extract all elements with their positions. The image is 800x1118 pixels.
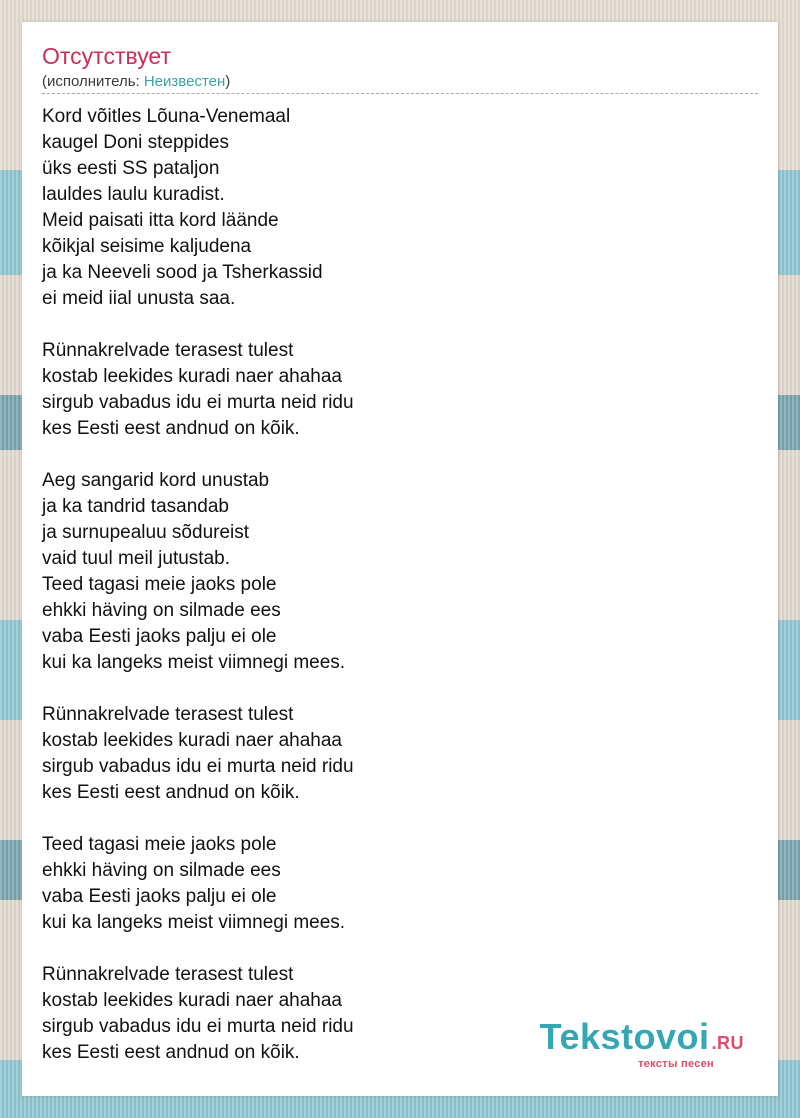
lyric-line: kui ka langeks meist viimnegi mees. xyxy=(42,912,346,933)
lyric-line: ehkki häving on silmade ees xyxy=(42,600,281,621)
lyrics-sheet xyxy=(22,22,778,1096)
lyric-line: ja surnupealuu sõdureist xyxy=(42,522,250,543)
lyric-line: kui ka langeks meist viimnegi mees. xyxy=(42,652,346,673)
lyric-line: Rünnakrelvade terasest tulest xyxy=(42,704,294,725)
lyric-line: vaba Eesti jaoks palju ei ole xyxy=(42,886,277,907)
logo-tld: .RU xyxy=(711,1033,744,1053)
lyric-line: Meid paisati itta kord läände xyxy=(42,210,279,231)
lyric-line: üks eesti SS pataljon xyxy=(42,158,220,179)
stanza-gap xyxy=(42,936,742,962)
song-title: Отсутствует xyxy=(42,43,171,69)
lyric-line: ehkki häving on silmade ees xyxy=(42,860,281,881)
artist-link[interactable]: Неизвестен xyxy=(143,73,226,90)
stanza-gap xyxy=(42,676,742,702)
byline-suffix: ) xyxy=(225,73,231,90)
lyric-line: kes Eesti eest andnud on kõik. xyxy=(42,418,300,439)
lyric-line: Rünnakrelvade terasest tulest xyxy=(42,964,294,985)
lyric-line: sirgub vabadus idu ei murta neid ridu xyxy=(42,1016,354,1037)
lyrics-body xyxy=(42,104,742,1066)
lyric-line: kostab leekides kuradi naer ahahaa xyxy=(42,730,342,751)
stanza-gap xyxy=(42,312,742,338)
lyric-line: vaid tuul meil jutustab. xyxy=(42,548,230,569)
lyric-line: Rünnakrelvade terasest tulest xyxy=(42,340,294,361)
stanza-gap xyxy=(42,442,742,468)
lyric-line: kaugel Doni steppides xyxy=(42,132,229,153)
lyric-line: Kord võitles Lõuna-Venemaal xyxy=(42,106,291,127)
lyric-line: lauldes laulu kuradist. xyxy=(42,184,225,205)
stanza-gap xyxy=(42,806,742,832)
lyric-line: Teed tagasi meie jaoks pole xyxy=(42,574,277,595)
logo-name: Tekstovoi xyxy=(539,1016,710,1057)
lyric-line: kes Eesti eest andnud on kõik. xyxy=(42,782,300,803)
lyric-line: kostab leekides kuradi naer ahahaa xyxy=(42,990,342,1011)
lyric-line: Teed tagasi meie jaoks pole xyxy=(42,834,277,855)
byline-prefix: (исполнитель: xyxy=(42,73,144,90)
lyric-line: vaba Eesti jaoks palju ei ole xyxy=(42,626,277,647)
title-divider xyxy=(42,93,758,94)
lyric-line: ja ka tandrid tasandab xyxy=(42,496,229,517)
lyric-line: sirgub vabadus idu ei murta neid ridu xyxy=(42,392,354,413)
artist-byline xyxy=(42,73,230,91)
lyric-line: kõikjal seisime kaljudena xyxy=(42,236,252,257)
site-logo[interactable] xyxy=(539,1016,744,1070)
lyric-line: kostab leekides kuradi naer ahahaa xyxy=(42,366,342,387)
logo-tagline: тексты песен xyxy=(638,1058,714,1070)
logo-wordmark xyxy=(539,1016,744,1061)
lyric-line: kes Eesti eest andnud on kõik. xyxy=(42,1042,300,1063)
lyric-line: Aeg sangarid kord unustab xyxy=(42,470,270,491)
lyric-line: ja ka Neeveli sood ja Tsherkassid xyxy=(42,262,323,283)
lyric-line: ei meid iial unusta saa. xyxy=(42,288,236,309)
lyric-line: sirgub vabadus idu ei murta neid ridu xyxy=(42,756,354,777)
